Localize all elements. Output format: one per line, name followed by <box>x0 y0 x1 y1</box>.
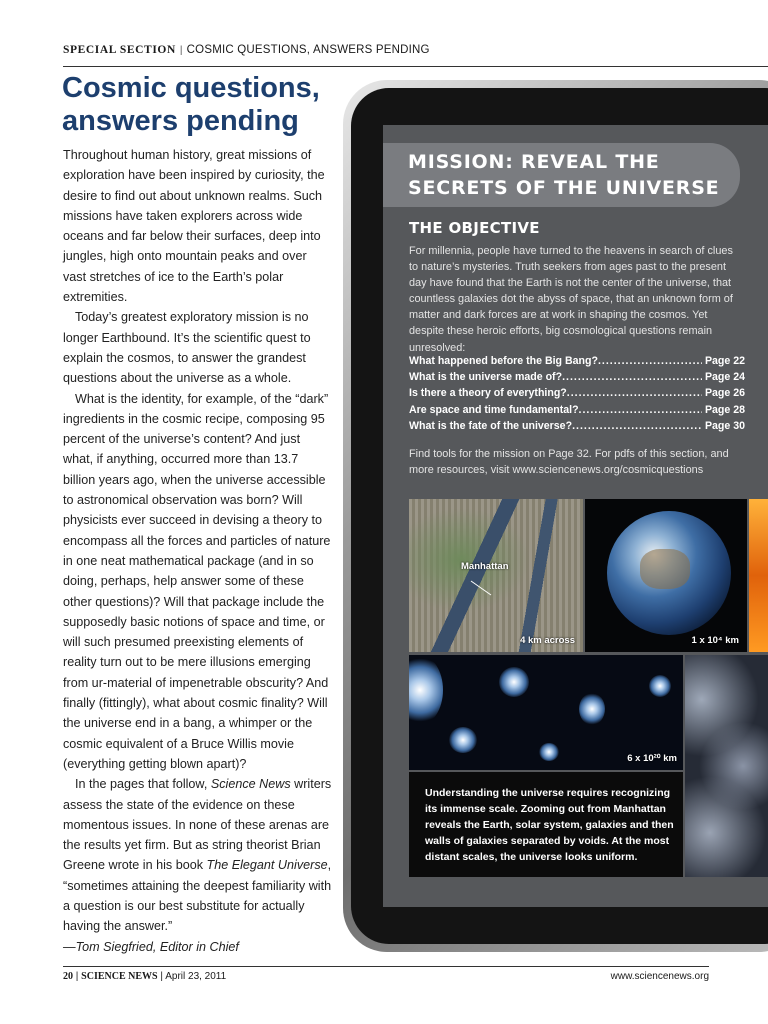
galaxy <box>539 743 559 761</box>
footer-separator-1: | <box>75 971 79 982</box>
issue-date: April 23, 2011 <box>165 971 227 982</box>
toc-question: Are space and time fundamental? <box>409 403 579 416</box>
manhattan-label: Manhattan <box>461 561 509 572</box>
manhattan-pointer <box>409 499 583 652</box>
footer-url: www.sciencenews.org <box>610 971 709 982</box>
toc-page: Page 28 <box>704 403 745 416</box>
paragraph-2: Today’s greatest exploratory mission is no longer Earthbound. It’s the scientific quest to explain the cosmos, to answer the grandest questions about the universe as a whole. <box>63 310 311 386</box>
paragraph-1: Throughout human history, great missions of exploration have been inspired by curiosity, the desire to find out about unknown realms. Such missions have taken explorers across wide oceans and far below their surfaces, deep into jungles, high onto mountain peaks and over vast stretches of ice to the Earth’s polar extremities. <box>63 148 325 305</box>
toc-question: What is the fate of the universe? <box>409 419 573 432</box>
toc-leader <box>562 369 702 385</box>
toc-item <box>409 385 745 401</box>
objective-text: For millennia, people have turned to the heavens in search of clues to nature’s mysteries. Truth seekers from ages past to the present day have found that the Earth is not the center of the universe, that countless galaxies dot the abyss of space, that an unknown form of matter and dark forces are at work in shaping the cosmos. Yet despite these heroic efforts, big cosmological questions remain unresolved: <box>409 245 733 354</box>
toc-page: Page 30 <box>704 419 745 432</box>
galaxy <box>409 655 443 725</box>
paragraph-4-text-e: , “sometimes attaining the deepest familiarity with a question is our best substitute for actually having the answer.” <box>63 858 332 934</box>
section-label: SPECIAL SECTION <box>63 44 176 56</box>
earth-scale-label: 1 x 10⁴ km <box>691 635 739 646</box>
article-body <box>63 145 333 957</box>
galaxy <box>579 693 605 725</box>
galaxy <box>449 727 477 753</box>
mission-banner <box>383 143 740 207</box>
cosmic-web-image <box>685 655 768 877</box>
toc-question: What is the universe made of? <box>409 371 563 384</box>
paragraph-4-text-c: writers assess the state of the evidence on these momentous issues. In none of these arenas are the results yet firm. But as string theorist Brian Greene wrote in his book <box>63 777 332 873</box>
paragraph-4 <box>63 774 333 936</box>
toc-leader <box>567 385 702 401</box>
manhattan-satellite-image <box>409 499 583 652</box>
publication-name: SCIENCE NEWS <box>81 971 158 982</box>
toc-question: What happened before the Big Bang? <box>409 355 598 367</box>
page-footer <box>63 966 709 982</box>
editor-signature: —Tom Siegfried, Editor in Chief <box>63 939 239 954</box>
toc-leader <box>579 402 702 418</box>
earth-image <box>585 499 747 652</box>
tablet-screen <box>383 125 768 907</box>
galaxy <box>499 667 529 697</box>
header-separator: | <box>179 45 183 56</box>
galaxies-image <box>409 655 683 770</box>
section-subtitle: COSMIC QUESTIONS, ANSWERS PENDING <box>186 44 430 56</box>
solar-system-image <box>749 499 768 652</box>
image-caption-box <box>409 772 683 877</box>
mission-heading-line-1: MISSION: REVEAL THE <box>408 151 660 173</box>
paragraph-4-text-a: In the pages that follow, <box>75 777 211 792</box>
running-header <box>63 44 768 67</box>
manhattan-scale-label: 4 km across <box>520 635 575 646</box>
image-caption: Understanding the universe requires recognizing its immense scale. Zooming out from Manhattan reveals the Earth, solar system, galaxies and then walls of galaxies separated by voids. At the most distant scales, the universe looks uniform. <box>425 787 674 863</box>
toc-leader <box>572 418 702 434</box>
publication-name-italic: Science News <box>210 777 291 792</box>
book-title-italic: The Elegant Universe <box>206 858 328 873</box>
toc-page: Page 24 <box>704 371 745 384</box>
page-number: 20 <box>63 971 73 982</box>
toc-question: Is there a theory of everything? <box>409 387 567 400</box>
mission-heading <box>408 149 728 201</box>
toc-item <box>409 369 745 385</box>
toc-item <box>409 402 745 418</box>
paragraph-3: What is the identity, for example, of the “dark” ingredients in the cosmic recipe, composing 95 percent of the universe’s content? And just what, if anything, occurred more than 13.7 billion years ago, when the universe accessible to astronomical observation was born? Will physicists ever succeed in devising a theory to encompass all the forces and particles of nature in one neat mathematical package (and in so doing, perhaps, help answer some of these other questions)? Will that package include the supposedly basic notions of space and time, or will such presumed preexisting elements of reality turn out to be mere illusions emerging from ur-material of impenetrable obscurity? And finally (fittingly), what about cosmic finality? Will the universe end in a bang, a whimper or the cosmic equivalent of a Bruce Willis movie (everything getting blown apart)? <box>63 391 331 771</box>
toc-leader <box>598 353 702 369</box>
toc-item <box>409 418 745 434</box>
objective-heading: THE OBJECTIVE <box>409 219 540 237</box>
galaxy <box>649 675 671 697</box>
galaxies-scale-label: 6 x 10²⁰ km <box>627 753 677 764</box>
tools-text: Find tools for the mission on Page 32. For pdfs of this section, and more resources, visit www.sciencenews.org/cosmicquestions <box>409 448 729 477</box>
article-title: Cosmic questions, answers pending <box>62 72 320 137</box>
mission-heading-line-2: SECRETS OF THE UNIVERSE <box>408 177 720 199</box>
question-list <box>409 353 745 434</box>
footer-separator-2: | <box>160 971 163 982</box>
earth-landmass <box>640 549 690 589</box>
toc-page: Page 22 <box>704 355 745 367</box>
toc-page: Page 26 <box>704 387 745 400</box>
toc-item <box>409 353 745 369</box>
